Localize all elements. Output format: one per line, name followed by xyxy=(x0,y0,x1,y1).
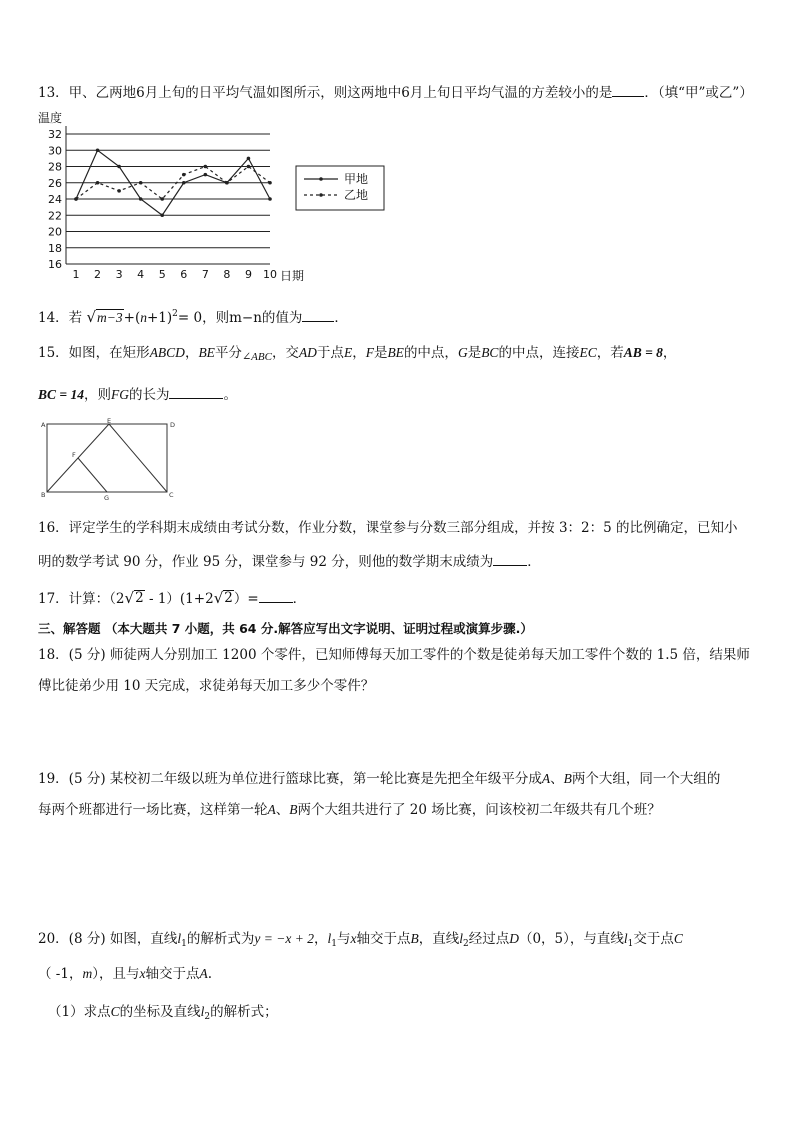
seg-ec: EC xyxy=(579,345,597,360)
group-a: A xyxy=(541,771,551,786)
text: 的坐标及直线 xyxy=(119,1004,201,1020)
seg-bc: BC xyxy=(481,345,499,360)
text: ． xyxy=(292,591,307,607)
data-point-series-2 xyxy=(160,197,164,201)
text: 的中点， xyxy=(403,345,458,361)
text: ． xyxy=(527,554,541,570)
question-15-line-1 xyxy=(38,344,770,366)
answer-blank[interactable] xyxy=(169,384,223,399)
data-point-series-2 xyxy=(204,165,208,169)
answer-blank[interactable] xyxy=(612,82,644,97)
legend-marker-2 xyxy=(319,193,323,197)
var-l: l xyxy=(623,931,628,946)
text: （ -1， xyxy=(38,966,83,982)
var-n: n xyxy=(140,310,147,325)
q14-end: ． xyxy=(334,310,348,326)
text: 于点 xyxy=(316,345,344,361)
text: 三、解答题 （本大题共 7 小题，共 64 分.解答应写出文字说明、证明过程或演算步骤.） xyxy=(38,621,533,636)
y-tick-label: 28 xyxy=(48,160,62,174)
x-tick-label: 5 xyxy=(158,268,166,281)
q14-prefix: 14．若 xyxy=(38,310,83,326)
answer-blank[interactable] xyxy=(302,307,334,322)
text: 、 xyxy=(275,802,290,818)
segment-fg xyxy=(78,458,107,492)
text: 轴交于点 xyxy=(356,931,411,947)
label-b: B xyxy=(41,491,46,499)
sqrt-expression xyxy=(86,309,123,325)
label-c: C xyxy=(169,491,174,499)
sqrt-2 xyxy=(125,590,145,606)
subscript: 1 xyxy=(181,939,187,949)
text: （1）求点 xyxy=(48,1004,111,1020)
subscript: 1 xyxy=(627,939,634,949)
data-point-series-1 xyxy=(160,213,164,217)
equation: y = −x + 2 xyxy=(254,931,314,946)
text: ， xyxy=(352,345,366,361)
legend-marker-1 xyxy=(319,177,323,181)
seg-ad: AD xyxy=(298,345,317,360)
radical-sign: √ xyxy=(124,589,135,607)
var-l: l xyxy=(177,931,182,946)
angle-abc: ∠ABC xyxy=(241,351,272,363)
data-point-series-1 xyxy=(182,181,186,185)
y-tick-label: 18 xyxy=(48,241,62,255)
text: 的长为 xyxy=(128,387,170,403)
text: 。 xyxy=(223,387,237,403)
q13-text: 13．甲、乙两地6月上旬的日平均气温如图所示，则这两地中6月上旬日平均气温的方差较小的是 xyxy=(38,85,613,101)
text: ，若 xyxy=(596,345,624,361)
group-a: A xyxy=(267,802,276,817)
q14-plus: +( xyxy=(123,310,141,326)
text: 17．计算：（2 xyxy=(38,591,125,607)
text: 傅比徒弟少用 10 天完成，求徒弟每天加工多少个零件？ xyxy=(38,678,375,694)
point-b: B xyxy=(410,931,419,946)
x-tick-label: 3 xyxy=(115,268,123,281)
point-g: G xyxy=(457,345,468,360)
bc-value: BC = 14 xyxy=(38,387,84,402)
sqrt-2 xyxy=(214,590,234,606)
point-d: D xyxy=(509,931,519,946)
x-tick-label: 9 xyxy=(244,268,252,281)
text: 、 xyxy=(550,771,564,787)
exponent: 2 xyxy=(172,309,178,319)
label-a: A xyxy=(41,421,46,429)
data-point-series-1 xyxy=(139,197,143,201)
text: 与 xyxy=(336,931,351,947)
text: 的解析式； xyxy=(210,1004,278,1020)
y-tick-label: 20 xyxy=(48,225,62,239)
q14-rest: = 0，则m−n的值为 xyxy=(177,310,303,326)
data-point-series-2 xyxy=(225,181,229,185)
y-tick-label: 26 xyxy=(48,176,62,190)
question-14 xyxy=(38,305,770,327)
y-tick-label: 30 xyxy=(48,144,62,158)
data-point-series-2 xyxy=(139,181,143,185)
x-tick-label: 4 xyxy=(137,268,145,281)
text: ），且与 xyxy=(92,966,140,982)
q14-part: +1) xyxy=(147,310,173,326)
group-b: B xyxy=(289,802,298,817)
y-tick-label: 32 xyxy=(48,128,62,141)
text: ，则 xyxy=(83,387,111,403)
radical-sign: √ xyxy=(213,589,224,607)
y-tick-label: 24 xyxy=(48,193,62,206)
y-tick-label: 22 xyxy=(48,209,62,223)
subscript: 2 xyxy=(462,939,469,949)
var-l: l xyxy=(459,931,463,946)
ab-value: AB = 8 xyxy=(623,345,663,360)
question-13 xyxy=(38,82,770,102)
question-19-line-2 xyxy=(38,801,770,819)
text: 20．(8 分) 如图，直线 xyxy=(38,931,178,947)
text: 两个大组共进行了 20 场比赛，问该校初二年级共有几个班？ xyxy=(297,802,661,818)
question-20-sub-1 xyxy=(48,1003,770,1026)
question-18-line-2 xyxy=(38,677,770,695)
text: - 1）(1+2 xyxy=(144,591,214,607)
label-e: E xyxy=(107,418,112,425)
question-20-line-2 xyxy=(38,965,770,983)
y-tick-label: 16 xyxy=(48,258,62,271)
text: 经过点 xyxy=(468,931,510,947)
answer-blank[interactable] xyxy=(493,551,527,566)
label-d: D xyxy=(170,421,176,429)
x-axis-label: 日期 xyxy=(280,269,305,283)
var-l: l xyxy=(200,1004,205,1019)
group-b: B xyxy=(563,771,572,786)
legend-label-1: 甲地 xyxy=(344,172,369,186)
text: ，交 xyxy=(271,345,299,361)
text: ，直线 xyxy=(418,931,460,947)
data-point-series-2 xyxy=(182,173,186,177)
rectangle-abcd xyxy=(47,424,167,492)
text: 18．(5 分) 师徒两人分别加工 1200 个零件，已知师傅每天加工零件的个数是徒弟每天加工零件个数的 1.5 倍，结果师 xyxy=(38,647,750,663)
point-c: C xyxy=(673,931,683,946)
label-g: G xyxy=(104,494,110,502)
radicand: m−3 xyxy=(97,310,123,325)
text: 19．(5 分) 某校初二年级以班为单位进行篮球比赛，第一轮比赛是先把全年级平分成 xyxy=(38,771,542,787)
text: 每两个班都进行一场比赛，这样第一轮 xyxy=(38,802,268,818)
seg-fg: FG xyxy=(110,387,129,402)
data-point-series-2 xyxy=(247,165,251,169)
text: 交于点 xyxy=(633,931,674,947)
data-point-series-2 xyxy=(96,181,100,185)
text: 两个大组，同一个大组的 xyxy=(571,771,721,787)
text: 是 xyxy=(373,345,388,361)
data-point-series-1 xyxy=(204,173,208,177)
data-point-series-2 xyxy=(74,197,78,201)
data-point-series-1 xyxy=(117,165,121,169)
data-point-series-1 xyxy=(96,148,100,152)
text: 平分 xyxy=(214,345,242,361)
seg-be: BE xyxy=(387,345,404,360)
segment-ec xyxy=(109,424,167,492)
text: . xyxy=(207,966,212,982)
point-c: C xyxy=(110,1004,120,1019)
question-16-line-1 xyxy=(38,519,770,537)
rectangle-figure xyxy=(38,418,178,502)
point-e: E xyxy=(343,345,353,360)
text: （0，5），与直线 xyxy=(518,931,624,947)
data-point-series-2 xyxy=(117,189,121,193)
section-heading xyxy=(38,620,770,638)
var-m: m xyxy=(82,966,93,981)
text: ， xyxy=(313,931,328,947)
text: ）= xyxy=(233,591,259,607)
text: 15．如图，在矩形 xyxy=(38,345,150,361)
text: ， xyxy=(662,345,677,361)
x-tick-label: 6 xyxy=(180,268,188,281)
text: 轴交于点 xyxy=(145,966,200,982)
rect-abcd: ABCD xyxy=(149,345,185,360)
var-x: x xyxy=(350,931,357,946)
legend-box xyxy=(296,166,384,210)
question-17 xyxy=(38,588,770,608)
data-point-series-1 xyxy=(268,197,272,201)
text: 的解析式为 xyxy=(186,931,255,947)
q13-suffix: ．（填“甲”或乙”） xyxy=(644,85,753,101)
radicand: 2 xyxy=(135,590,144,606)
var-l: l xyxy=(327,931,332,946)
text: 明的数学考试 90 分，作业 95 分，课堂参与 92 分，则他的数学期末成绩为 xyxy=(38,554,494,570)
radical-sign: √ xyxy=(86,308,97,326)
var-x: x xyxy=(139,966,146,981)
seg-be: BE xyxy=(198,345,215,360)
x-tick-label: 2 xyxy=(94,268,102,281)
radicand: 2 xyxy=(224,590,233,606)
question-16-line-2 xyxy=(38,551,770,571)
label-f: F xyxy=(72,451,76,459)
x-tick-label: 1 xyxy=(72,268,80,281)
question-15-line-2 xyxy=(38,384,770,404)
text: 16．评定学生的学科期末成绩由考试分数，作业分数，课堂参与分数三部分组成，并按 3：2：5 的比例确定，已知小 xyxy=(38,520,738,536)
temperature-line-chart xyxy=(34,110,394,290)
x-tick-label: 10 xyxy=(263,268,277,281)
y-axis-label: 温度 xyxy=(38,111,63,125)
answer-blank[interactable] xyxy=(259,588,293,603)
data-point-series-2 xyxy=(268,181,272,185)
point-f: F xyxy=(365,345,374,360)
subscript: 2 xyxy=(204,1012,211,1022)
text: 的中点，连接 xyxy=(498,345,580,361)
point-a: A xyxy=(199,966,208,981)
legend-label-2: 乙地 xyxy=(344,188,369,202)
x-tick-label: 8 xyxy=(223,268,231,281)
text: 是 xyxy=(467,345,482,361)
question-18-line-1 xyxy=(38,646,770,664)
subscript: 1 xyxy=(331,939,337,949)
question-20-line-1 xyxy=(38,930,770,953)
text: ， xyxy=(184,345,199,361)
x-tick-label: 7 xyxy=(201,268,209,281)
data-point-series-1 xyxy=(247,157,251,161)
question-19-line-1 xyxy=(38,770,770,788)
